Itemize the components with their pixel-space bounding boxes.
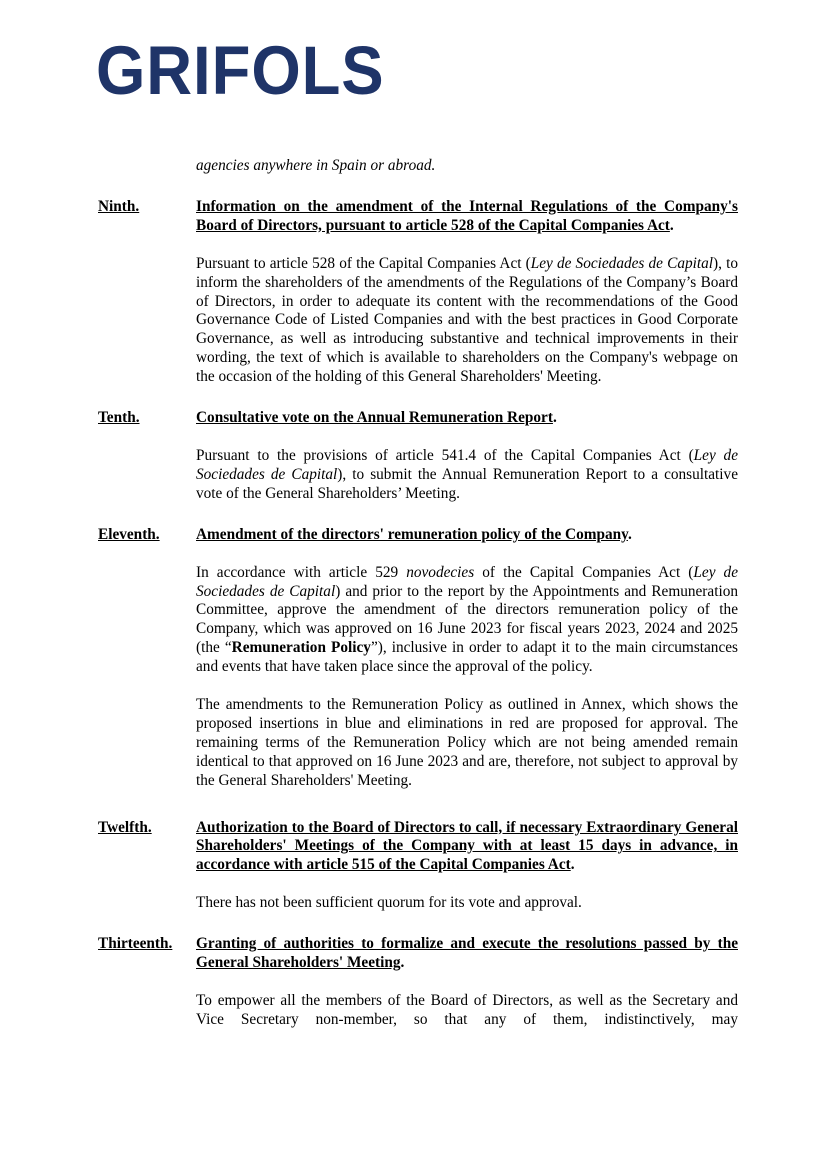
item-heading: Consultative vote on the Annual Remuneration Report. — [196, 409, 557, 427]
agenda-item-ninth — [98, 198, 738, 387]
item-number: Twelfth. — [98, 818, 152, 836]
agenda-item-thirteenth — [98, 935, 738, 1030]
item-number: Thirteenth. — [98, 935, 173, 953]
item-heading: Information on the amendment of the Internal Regulations of the Company's Board of Directors, pursuant to article 528 of the Capital Companies Act. — [196, 197, 738, 234]
item-heading: Granting of authorities to formalize and execute the resolutions passed by the General Shareholders' Meeting. — [196, 935, 738, 972]
item-heading: Amendment of the directors' remuneration policy of the Company. — [196, 525, 632, 543]
item-heading: Authorization to the Board of Directors to call, if necessary Extraordinary General Shareholders' Meetings of the Company with at least 15 days in advance, in accordance with article 515 of the Capital Companies Act. — [196, 818, 738, 874]
continuation-text: agencies anywhere in Spain or abroad. — [196, 157, 436, 174]
grifols-logo: GRIFOLS — [96, 32, 385, 109]
item-number: Tenth. — [98, 409, 140, 427]
item-paragraph: To empower all the members of the Board of Directors, as well as the Secretary and Vice Secretary non-member, so that any of them, indistinctively, may — [196, 992, 738, 1028]
item-number: Eleventh. — [98, 525, 160, 543]
item-paragraph: There has not been sufficient quorum for its vote and approval. — [196, 894, 582, 912]
item-paragraph: Pursuant to the provisions of article 541.4 of the Capital Companies Act (Ley de Sociedades de Capital), to submit the Annual Remuneration Report to a consultative vote of the General Shareholders’ Meeting. — [196, 446, 739, 502]
document-body — [98, 157, 738, 1030]
agenda-item-tenth — [98, 409, 738, 504]
item-paragraph: The amendments to the Remuneration Policy as outlined in Annex, which shows the proposed insertions in blue and eliminations in red are proposed for approval. The remaining terms of the Remuneration Policy which are not being amended remain identical to that approved on 16 June 2023 and are, therefore, not subject to approval by the General Shareholders' Meeting. — [196, 696, 738, 789]
item-paragraph: Pursuant to article 528 of the Capital Companies Act (Ley de Sociedades de Capital), to inform the shareholders of the amendments of the Regulations of the Company’s Board of Directors, in order to adequate its content with the recommendations of the Good Governance Code of Listed Companies and with the best practices in Good Corporate Governance, as well as introducing substantive and technical improvements in their wording, the text of which is available to shareholders on the Company's webpage on the occasion of the holding of this General Shareholders' Meeting. — [196, 254, 738, 386]
agenda-item-twelfth — [98, 819, 738, 914]
item-paragraph: In accordance with article 529 novodecies of the Capital Companies Act (Ley de Sociedades de Capital) and prior to the report by the Appointments and Remuneration Committee, approve the amendment of the directors remuneration policy of the Company, which was approved on 16 June 2023 for fiscal years 2023, 2024 and 2025 (the “Remuneration Policy”), inclusive in order to adapt it to the main circumstances and events that have taken place since the approval of the policy. — [196, 563, 738, 676]
item-number: Ninth. — [98, 197, 140, 215]
agenda-item-eleventh — [98, 526, 738, 791]
